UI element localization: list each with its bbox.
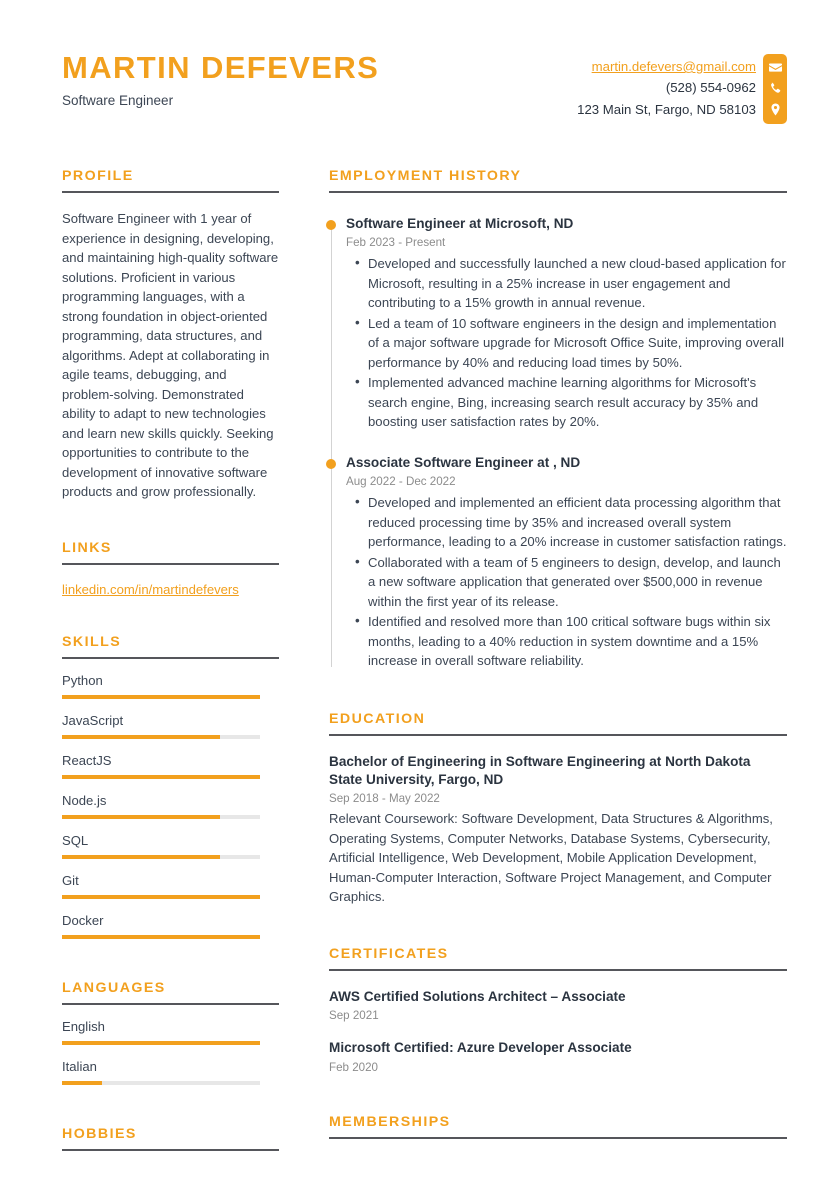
contact-lines: [577, 54, 756, 120]
skill-bar-track: [62, 855, 260, 859]
section-employment-history: [329, 168, 787, 671]
resume-body: [0, 124, 833, 1151]
skill-item: [62, 673, 279, 699]
section-title-employment: EMPLOYMENT HISTORY: [329, 168, 522, 184]
contact-icon-bar: [763, 54, 787, 124]
section-title-profile: PROFILE: [62, 168, 134, 184]
skill-bar-fill: [62, 855, 220, 859]
section-languages: [62, 980, 279, 1085]
certificate-name: Microsoft Certified: Azure Developer Associate: [329, 1040, 632, 1056]
sidebar-column: [62, 168, 279, 1151]
skill-label: Git: [62, 872, 79, 888]
skill-label: Python: [62, 672, 103, 688]
skill-bar-track: [62, 695, 260, 699]
job-title: Software Engineer at Microsoft, ND: [346, 216, 574, 231]
section-hobbies: [62, 1126, 279, 1151]
envelope-icon: [769, 61, 782, 74]
education-entry: [329, 753, 787, 907]
skill-label: JavaScript: [62, 712, 124, 728]
section-rule: [62, 191, 279, 193]
resume-header: [0, 0, 833, 124]
page-title: MARTIN DEFEVERS: [62, 50, 380, 85]
section-rule: [329, 969, 787, 971]
education-description: Relevant Coursework: Software Development, Data Structures & Algorithms, Operating Systems, Computer Networks, Database Systems, Cybersecurity, Artificial Intelligence, Web Development, Mobile Application Development, Human-Computer Interaction, Software Project Management, and Computer Graphics.: [329, 811, 773, 905]
language-bar-track: [62, 1041, 260, 1045]
job-bullet: • Developed and successfully launched a new cloud-based application for Microsoft, resulting in a 25% increase in user engagement and contributing to a 15% growth in annual revenue.: [368, 254, 787, 313]
job-bullet: • Led a team of 10 software engineers in the design and implementation of a major software upgrade for Microsoft Office Suite, improving overall performance by 40% and reducing load times by 50%.: [368, 314, 787, 373]
skill-bar-track: [62, 895, 260, 899]
link-item-linkedin[interactable]: linkedin.com/in/martindefevers: [62, 581, 239, 597]
skill-bar-fill: [62, 695, 260, 699]
skill-bar-fill: [62, 935, 260, 939]
education-degree: Bachelor of Engineering in Software Engineering at North Dakota State University, Fargo, ND: [329, 753, 751, 788]
certificate-entry: [329, 1039, 787, 1073]
timeline-dot-icon: [326, 220, 336, 230]
job-bullet: • Developed and implemented an efficient data processing algorithm that reduced processing time by 35% and increased overall system performance, leading to a 20% increase in customer satisfaction ratings.: [368, 493, 787, 552]
certificate-name: AWS Certified Solutions Architect – Associate: [329, 988, 626, 1004]
skill-label: Node.js: [62, 792, 107, 808]
section-title-certificates: CERTIFICATES: [329, 945, 449, 962]
section-rule: [62, 657, 279, 659]
profile-text: Software Engineer with 1 year of experience in designing, developing, and maintaining high-quality software solutions. Proficient in various programming languages, with a strong foundation in object-oriented programming, data structures, and algorithms. Adept at collaborating in agile teams, debugging, and problem-solving. Demonstrated ability to adapt to new technologies and learn new skills quickly. Seeking opportunities to contribute to the development of innovative software products and grow professionally.: [62, 211, 279, 499]
section-rule: [329, 1137, 787, 1139]
job-entry: [329, 454, 787, 671]
skill-bar-fill: [62, 815, 220, 819]
section-title-languages: LANGUAGES: [62, 979, 166, 996]
job-bullet: • Implemented advanced machine learning algorithms for Microsoft's search engine, Bing, increasing search result accuracy by 35% and boosting user satisfaction rates by 20%.: [368, 373, 787, 432]
skill-bar-fill: [62, 895, 260, 899]
contact-block: [577, 48, 787, 124]
section-skills: [62, 634, 279, 939]
section-links: [62, 540, 279, 599]
education-date: Sep 2018 - May 2022: [329, 792, 440, 806]
section-rule: [329, 191, 787, 193]
skill-label: Docker: [62, 912, 104, 928]
certificate-date: Sep 2021: [329, 1009, 379, 1023]
skill-item: [62, 713, 279, 739]
section-title-memberships: MEMBERSHIPS: [329, 1113, 451, 1130]
section-title-links: LINKS: [62, 539, 112, 556]
job-title: Associate Software Engineer at , ND: [346, 454, 581, 470]
header-job-title: Software Engineer: [62, 92, 174, 108]
name-block: [62, 48, 379, 108]
main-column: [329, 168, 787, 1139]
skill-item: [62, 873, 279, 899]
skill-bar-fill: [62, 735, 220, 739]
timeline-dot-icon: [326, 459, 336, 469]
section-title-skills: SKILLS: [62, 633, 122, 650]
job-bullet: • Identified and resolved more than 100 critical software bugs within six months, leading to a 40% reduction in system downtime and a 15% increase in overall software reliability.: [368, 612, 787, 671]
language-label: Italian: [62, 1058, 97, 1074]
skill-item: [62, 913, 279, 939]
skill-label: ReactJS: [62, 752, 112, 768]
job-entry: [329, 215, 787, 432]
section-title-education: EDUCATION: [329, 710, 426, 727]
section-profile: [62, 168, 279, 502]
phone-icon: [769, 82, 782, 95]
certificate-date: Feb 2020: [329, 1060, 378, 1074]
job-date: Feb 2023 - Present: [346, 236, 446, 250]
section-rule: [62, 563, 279, 565]
language-item: [62, 1019, 279, 1045]
skill-item: [62, 753, 279, 779]
language-bar-fill: [62, 1081, 102, 1085]
skill-bar-track: [62, 815, 260, 819]
language-bar-track: [62, 1081, 260, 1085]
contact-address: 123 Main St, Fargo, ND 58103: [577, 101, 756, 117]
section-rule: [62, 1003, 279, 1005]
certificate-entry: [329, 988, 787, 1022]
skill-bar-fill: [62, 775, 260, 779]
job-bullet-list: [346, 493, 787, 671]
job-bullet: • Collaborated with a team of 5 engineers to design, develop, and launch a new software application that generated over $500,000 in revenue within the first year of its release.: [368, 553, 787, 612]
employment-timeline: [329, 215, 787, 671]
language-item: [62, 1059, 279, 1085]
section-rule: [62, 1149, 279, 1151]
skill-item: [62, 793, 279, 819]
language-label: English: [62, 1018, 105, 1034]
skill-bar-track: [62, 775, 260, 779]
section-memberships: [329, 1114, 787, 1139]
section-education: [329, 711, 787, 907]
section-rule: [329, 734, 787, 736]
skill-item: [62, 833, 279, 859]
skill-bar-track: [62, 735, 260, 739]
section-title-hobbies: HOBBIES: [62, 1125, 137, 1142]
job-date: Aug 2022 - Dec 2022: [346, 475, 456, 489]
contact-email-link[interactable]: martin.defevers@gmail.com: [591, 59, 756, 74]
language-bar-fill: [62, 1041, 260, 1045]
skill-bar-track: [62, 935, 260, 939]
section-certificates: [329, 946, 787, 1074]
location-pin-icon: [769, 103, 782, 116]
job-bullet-list: [346, 254, 787, 432]
skill-label: SQL: [62, 832, 89, 848]
contact-phone: (528) 554-0962: [665, 80, 756, 96]
